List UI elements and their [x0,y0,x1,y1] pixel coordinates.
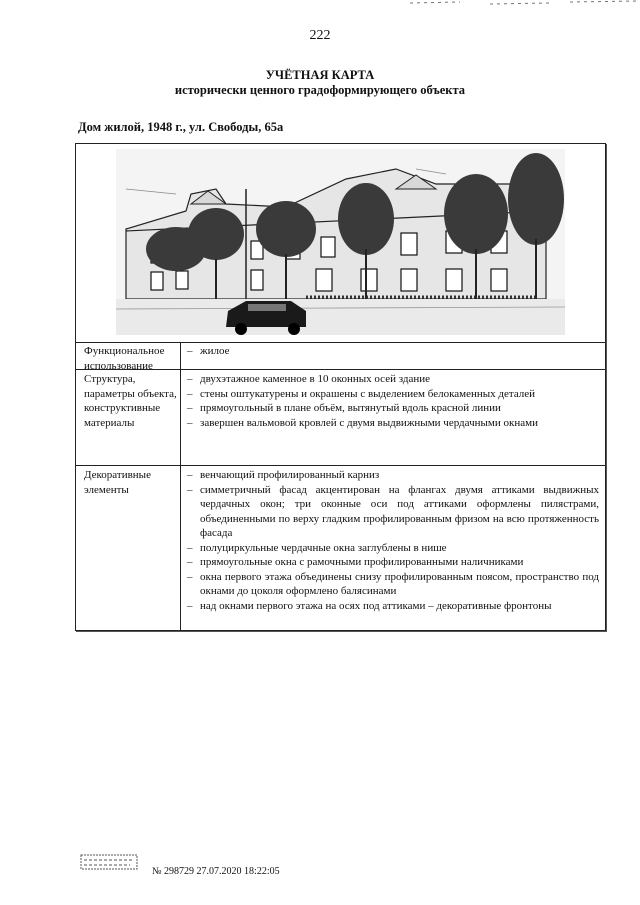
row-values [182,468,599,613]
title-line-1: УЧЁТНАЯ КАРТА [265,68,375,82]
timestamp: 27.07.2020 18:22:05 [196,866,280,877]
row-label: Структура, параметры объекта, конструктивные материалы [76,370,181,465]
title-line-2: исторически ценного градоформирующего объекта [174,83,466,97]
row-decorative [76,466,605,630]
document-footer [152,866,280,877]
stamp-mark [80,852,138,872]
row-label: Декоративные элементы [76,466,181,630]
row-label: Функциональное использование [76,342,181,369]
record-card-table [75,143,606,631]
document-title [0,68,640,98]
page-number: 222 [309,28,331,43]
row-structure [76,370,605,466]
row-functional-use [76,342,605,370]
building-photo [116,149,565,335]
list-item: – жилое [182,344,599,359]
row-values [182,372,599,430]
list-item: – стены оштукатурены и окрашены с выделением белокаменных деталей [182,387,599,402]
list-item: – окна первого этажа объединены снизу профилированным поясом, пространство под окнами до цоколя оформлено балясинами [182,570,599,599]
row-values [182,344,599,359]
list-item: – прямоугольные окна с рамочными профилированными наличниками [182,555,599,570]
list-item: – двухэтажное каменное в 10 оконных осей здание [182,372,599,387]
document-number: 298729 [164,866,195,877]
list-item: – венчающий профилированный карниз [182,468,599,483]
scan-edge-noise [400,0,640,12]
list-item: – над окнами первого этажа на осях под аттиками – декоративные фронтоны [182,599,599,614]
object-heading: Дом жилой, 1948 г., ул. Свободы, 65а [78,120,284,134]
list-item: – симметричный фасад акцентирован на флангах двумя аттиками выдвижных чердачных окон; три оконные оси под аттиками оформлены пилястрами, объединенными по верху гладким профилированным фризом на всю протяженность фасада [182,483,599,541]
list-item: – полуциркульные чердачные окна заглублены в нише [182,541,599,556]
list-item: – завершен вальмовой кровлей с двумя выдвижными чердачными окнами [182,416,599,431]
number-sign: № [152,866,162,877]
list-item: – прямоугольный в плане объём, вытянутый вдоль красной линии [182,401,599,416]
photo-cell [76,144,605,343]
